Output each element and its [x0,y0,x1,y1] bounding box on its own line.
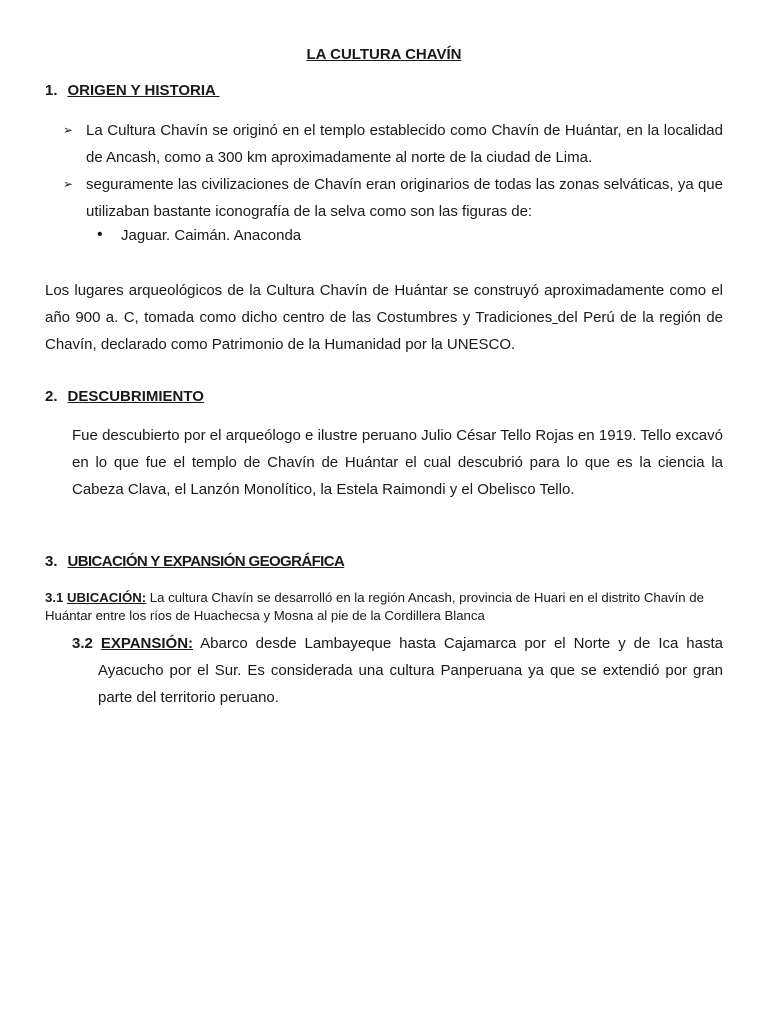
section-1-label: ORIGEN Y HISTORIA [67,82,220,99]
expansion-block [72,630,723,711]
section-1-paragraph [45,277,723,358]
sub-bullet-item [97,226,301,246]
bullet-item-2 [63,171,723,225]
ubicacion-text: La cultura Chavín se desarrolló en la región Ancash, provincia de Huari en el distrito Chavín de Huántar entre los ríos de Huachecsa y Mosna al pie de la Cordillera Blanca [45,590,704,623]
document-title: LA CULTURA CHAVÍN [306,46,462,63]
sub-bullet-text: Jaguar. Caimán. Anaconda [121,227,302,244]
section-2-number: 2. [45,388,58,405]
bullet-text-2: seguramente las civilizaciones de Chavín eran originarios de todas las zonas selváticas, ya que utilizaban bastante iconografía de la selva como son las figuras de: [86,176,723,220]
dot-bullet-icon: • [97,226,103,243]
section-2-heading [45,388,204,405]
arrow-bullet-icon: ➢ [63,177,74,191]
section-2-paragraph: Fue descubierto por el arqueólogo e ilustre peruano Julio César Tello Rojas en 1919. Tello excavó en lo que fue el templo de Chavín de Huántar el cual descubrió para lo que es la ciencia la Cabeza Clava, el Lanzón Monolítico, la Estela Raimondi y el Obelisco Tello. [72,427,723,498]
expansion-text: Abarco desde Lambayeque hasta Cajamarca por el Norte y de Ica hasta Ayacucho por el Sur. Es considerada una cultura Panperuana ya que se extendió por gran parte del territorio peruano. [98,635,723,706]
expansion-number: 3.2 [72,635,101,652]
section-3-label: UBICACIÓN Y EXPANSIÓN GEOGRÁFICA [67,553,345,570]
section-1-heading [45,82,220,99]
ubicacion-label: UBICACIÓN: [67,590,147,605]
section-2-label: DESCUBRIMIENTO [67,388,204,405]
bullet-item-1 [63,117,723,171]
section-3-heading [45,553,344,570]
ubicacion-number: 3.1 [45,590,67,605]
bullet-text-1: La Cultura Chavín se originó en el templo establecido como Chavín de Huántar, en la localidad de Ancash, como a 300 km aproximadamente al norte de la ciudad de Lima. [86,122,723,166]
expansion-paragraph [72,630,723,711]
expansion-label: EXPANSIÓN: [100,635,194,652]
section-3-number: 3. [45,553,58,570]
paragraph-part-a: Los lugares arqueológicos de la Cultura Chavín de Huántar se construyó aproximadamente como el año 900 a. C, tomada como dicho centro de las Costumbres y Tradiciones [45,282,723,326]
paragraph-part-b: del Perú de la región de Chavín, declarado como Patrimonio de la Humanidad por la UNESCO. [45,309,724,353]
ubicacion-paragraph [45,589,725,625]
arrow-bullet-icon: ➢ [63,123,74,137]
section-1-number: 1. [45,82,58,99]
